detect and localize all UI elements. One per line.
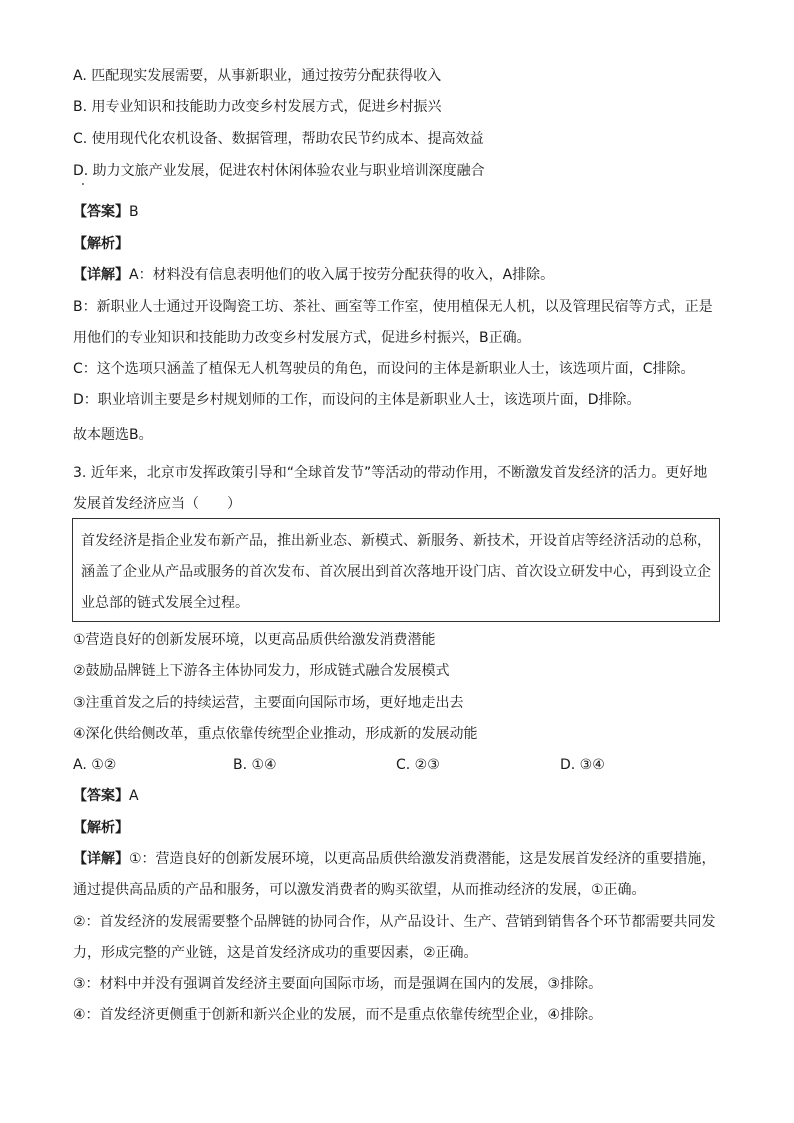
q2-option-c: C. 使用现代化农机设备、数据管理，帮助农民节约成本、提高效益 — [73, 131, 484, 147]
q3-stem: 3. 近年来，北京市发挥政策引导和“全球首发节”等活动的带动作用，不断激发首发经济的活力。更好地 — [73, 465, 708, 481]
q2-option-d: D. 助力文旅产业发展，促进农村休闲体验农业与职业培训深度融合 — [73, 163, 485, 179]
q2-analysis-heading — [73, 234, 129, 254]
q3-option-b: B. ①④ — [233, 757, 277, 773]
analysis-text: ①：营造良好的创新发展环境，以更高品质供给激发消费潜能，这是发展首发经济的重要措施， — [129, 851, 716, 867]
q3-analysis-line: 力，形成完整的产业链，这是首发经济成功的重要因素，②正确。 — [73, 945, 478, 961]
q3-option-c: C. ②③ — [396, 757, 440, 773]
material-line: 涵盖了企业从产品或服务的首次发布、首次展出到首次落地开设门店、首次设立研发中心，再到设立企 — [81, 564, 711, 580]
analysis-tag: 【解析】 — [73, 820, 129, 836]
q3-analysis-line: 通过提供高品质的产品和服务，可以激发消费者的购买欲望，从而推动经济的发展，①正确。 — [73, 882, 646, 898]
stray-dot — [82, 183, 84, 185]
q2-option-a: A. 匹配现实发展需要，从事新职业，通过按劳分配获得收入 — [73, 68, 442, 84]
q3-analysis-heading — [73, 818, 129, 838]
q2-option-b: B. 用专业知识和技能助力改变乡村发展方式，促进乡村振兴 — [73, 99, 442, 115]
material-line: 首发经济是指企业发布新产品，推出新业态、新模式、新服务、新技术，开设首店等经济活动的总称， — [81, 533, 711, 549]
detail-tag: 【详解】 — [73, 851, 129, 867]
q3-material-box — [72, 518, 720, 622]
q2-analysis-line — [73, 265, 554, 285]
answer-tag: 【答案】 — [73, 788, 129, 804]
q3-analysis-line — [73, 849, 716, 869]
q2-answer — [73, 202, 139, 222]
q3-analysis-line: ③：材料中并没有强调首发经济主要面向国际市场，而是强调在国内的发展，③排除。 — [73, 976, 603, 992]
detail-tag: 【详解】 — [73, 267, 129, 283]
q2-analysis-line: B：新职业人士通过开设陶瓷工坊、茶社、画室等工作室，使用植保无人机，以及管理民宿等方式，正是 — [73, 299, 713, 315]
q3-analysis-line: ④：首发经济更侧重于创新和新兴企业的发展，而不是重点依靠传统型企业，④排除。 — [73, 1007, 603, 1023]
answer-value: B — [129, 204, 139, 220]
q2-analysis-line: D：职业培训主要是乡村规划师的工作，而设问的主体是新职业人士，该选项片面，D排除。 — [73, 392, 641, 408]
q2-analysis-line: C：这个选项只涵盖了植保无人机驾驶员的角色，而设问的主体是新职业人士，该选项片面，C排除。 — [73, 361, 695, 377]
q3-statement: ①营造良好的创新发展环境，以更高品质供给激发消费潜能 — [73, 632, 436, 648]
q3-answer — [73, 786, 139, 806]
q3-stem: 发展首发经济应当（ ） — [73, 496, 241, 512]
q3-option-d: D. ③④ — [560, 757, 605, 773]
answer-value: A — [129, 788, 139, 804]
analysis-tag: 【解析】 — [73, 236, 129, 252]
q3-statement: ③注重首发之后的持续运营，主要面向国际市场，更好地走出去 — [73, 695, 464, 711]
analysis-text: A：材料没有信息表明他们的收入属于按劳分配获得的收入，A排除。 — [129, 267, 555, 283]
q2-analysis-line: 用他们的专业知识和技能助力改变乡村发展方式，促进乡村振兴，B正确。 — [73, 330, 531, 346]
q3-statement: ④深化供给侧改革，重点依靠传统型企业推动，形成新的发展动能 — [73, 726, 478, 742]
material-line: 业总部的链式发展全过程。 — [81, 595, 249, 611]
q2-conclusion: 故本题选B。 — [73, 427, 153, 443]
q3-statement: ②鼓励品牌链上下游各主体协同发力，形成链式融合发展模式 — [73, 663, 450, 679]
q3-analysis-line: ②：首发经济的发展需要整个品牌链的协同合作，从产品设计、生产、营销到销售各个环节都需要共同发 — [73, 914, 716, 930]
answer-tag: 【答案】 — [73, 204, 129, 220]
q3-option-a: A. ①② — [73, 757, 117, 773]
